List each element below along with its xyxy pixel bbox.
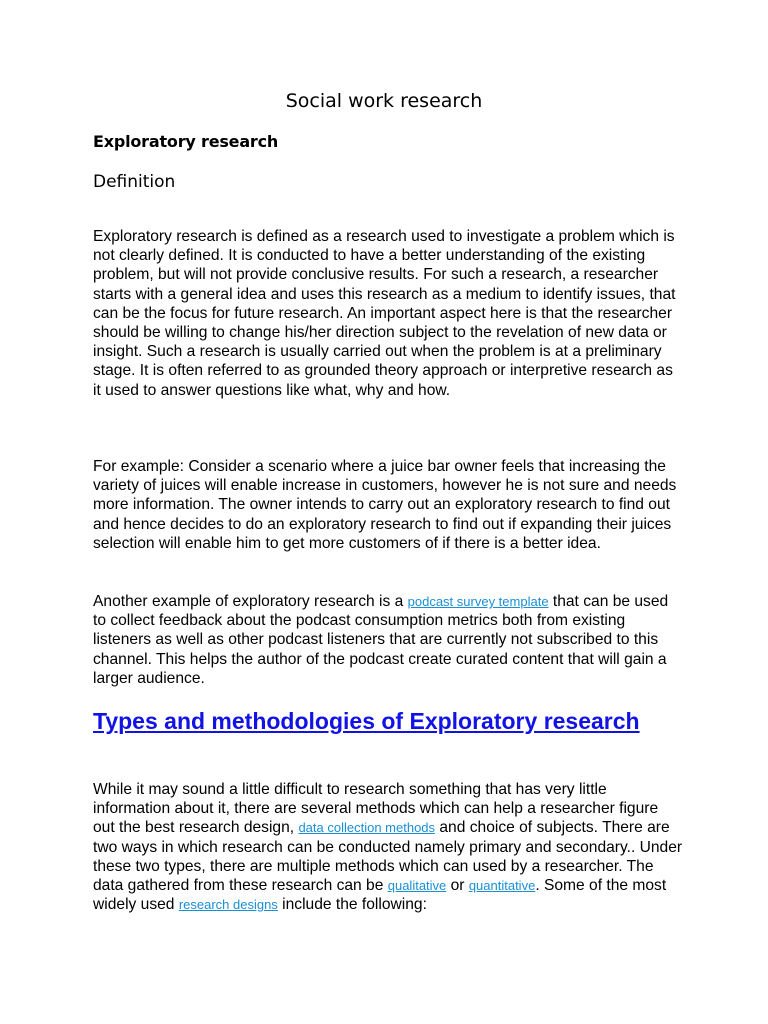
heading-definition: Definition xyxy=(93,172,176,192)
link-quantitative[interactable]: quantitative xyxy=(468,878,536,894)
paragraph-text: Another example of exploratory research is a xyxy=(93,593,408,610)
link-data-collection-methods[interactable]: data collection methods xyxy=(298,820,436,836)
link-podcast-survey-template[interactable]: podcast survey template xyxy=(407,594,549,609)
heading-types-and-methodologies[interactable]: Types and methodologies of Exploratory research xyxy=(93,708,640,734)
link-qualitative[interactable]: qualitative xyxy=(387,878,447,894)
paragraph-text: include the following: xyxy=(277,896,427,914)
paragraph-text: While it may sound a little difficult to research something that has very little information about it, there are several methods which can help a researcher figure out the best research design, xyxy=(93,781,659,837)
paragraph-definition: Exploratory research is defined as a research used to investigate a problem which is not clearly defined. It is conducted to have a better understanding of the existing problem, but will not provide conclusive results. For such a research, a researcher starts with a general idea and uses this research as a medium to identify issues, that can be the focus for future research. An important aspect here is that the researcher should be willing to change his/her direction subject to the revelation of new data or insight. Such a research is usually carried out when the problem is at a preliminary stage. It is often referred to as grounded theory approach or interpretive research as it used to answer questions like what, why and how. xyxy=(93,228,676,399)
paragraph-text: or xyxy=(446,877,469,895)
paragraph-juice-example: For example: Consider a scenario where a juice bar owner feels that increasing the variety of juices will enable increase in customers, however he is not sure and needs more information. The owner intends to carry out an exploratory research to find out and hence decides to do an exploratory research to find out if expanding their juices selection will enable him to get more customers of if there is a better idea. xyxy=(93,458,677,552)
link-research-designs[interactable]: research designs xyxy=(178,897,278,913)
paragraph-methods xyxy=(93,780,683,914)
paragraph-podcast-example xyxy=(93,592,683,688)
paragraph-text: that can be used to collect feedback about the podcast consumption metrics both from existing listeners as well as other podcast listeners that are currently not subscribed to this channel. This helps the author of the podcast create curated content that will gain a larger audience. xyxy=(93,593,669,687)
heading-exploratory-research: Exploratory research xyxy=(93,132,279,151)
paragraph-text: and choice of subjects. There are two ways in which research can be conducted namely primary and secondary.. Under these two types, there are multiple methods which can used by a researcher. The data gathered from these research can be xyxy=(93,819,683,895)
paragraph-text: . Some of the most widely used xyxy=(93,877,667,914)
document-title: Social work research xyxy=(285,90,483,112)
